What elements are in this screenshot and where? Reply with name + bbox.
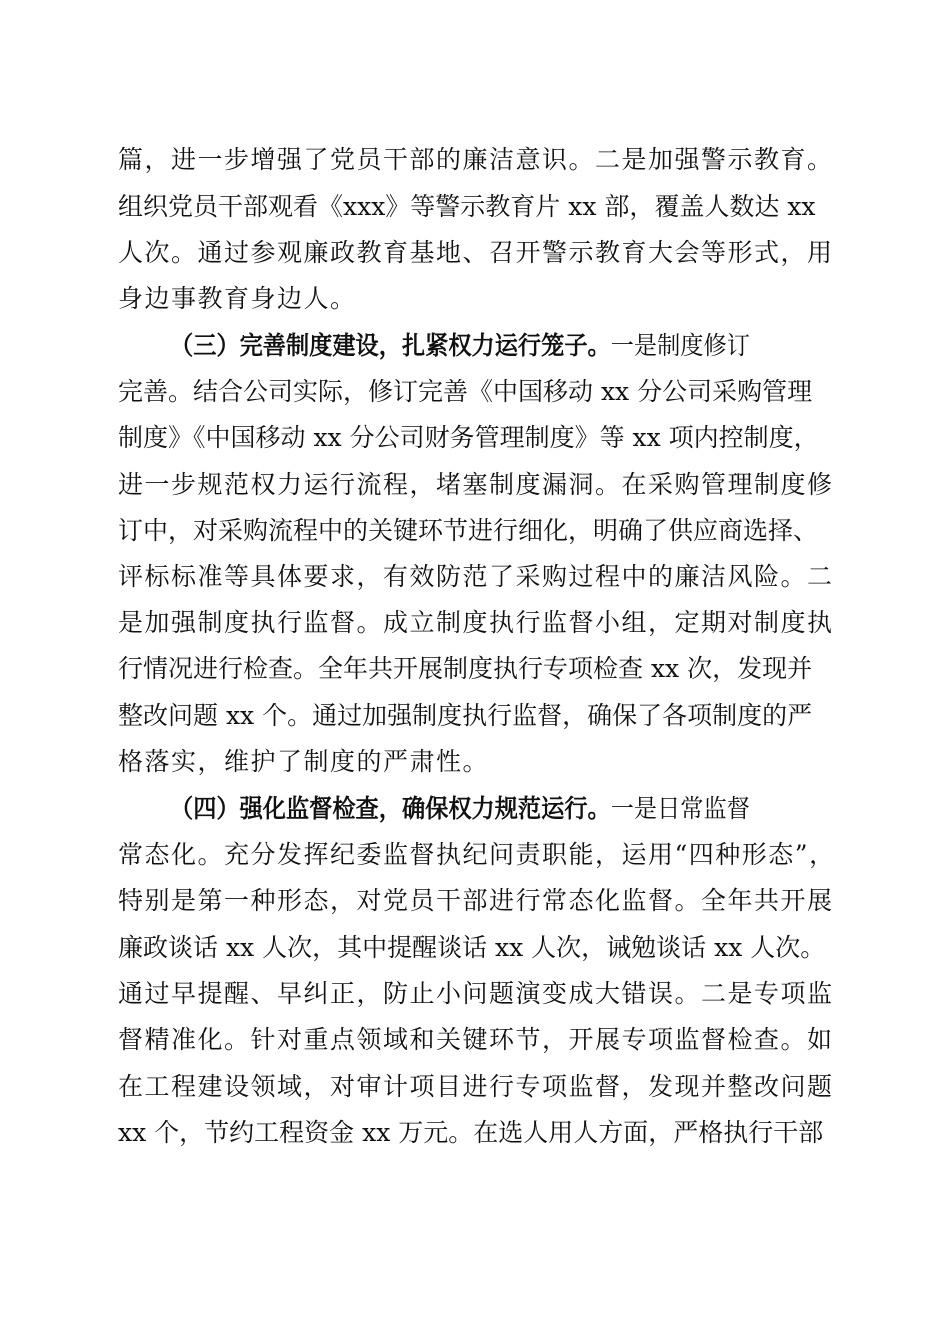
paragraph-first-line	[170, 786, 838, 832]
text-line: 组织党员干部观看《xxx》等警示教育片 xx 部，覆盖人数达 xx	[118, 192, 816, 221]
text-line: 常态化。充分发挥纪委监督执纪问责职能，运用“四种形态”，	[118, 840, 836, 869]
paragraph-first-line	[170, 323, 838, 369]
text-run: 一是日常监督	[610, 794, 750, 823]
text-line: 人次。通过参观廉政教育基地、召开警示教育大会等形式，用	[118, 238, 834, 267]
text-line: 在工程建设领域，对审计项目进行专项监督，发现并整改问题	[118, 1072, 834, 1101]
text-line: 评标标准等具体要求，有效防范了采购过程中的廉洁风险。二	[118, 562, 834, 591]
text-line: 身边事教育身边人。	[118, 284, 357, 313]
text-line: 行情况进行检查。全年共开展制度执行专项检查 xx 次，发现并	[118, 654, 813, 683]
text-line: xx 个，节约工程资金 xx 万元。在选人用人方面，严格执行干部	[118, 1118, 824, 1147]
text-line: 督精准化。针对重点领域和关键环节，开展专项监督检查。如	[118, 1025, 834, 1054]
text-line: 制度》《中国移动 xx 分公司财务管理制度》等 xx 项内控制度，	[118, 423, 819, 452]
text-line: 是加强制度执行监督。成立制度执行监督小组，定期对制度执	[118, 608, 834, 637]
text-line: 格落实，维护了制度的严肃性。	[118, 747, 490, 776]
text-run: 一是制度修订	[610, 331, 750, 360]
text-line: 特别是第一种形态，对党员干部进行常态化监督。全年共开展	[118, 886, 834, 915]
text-line: 完善。结合公司实际，修订完善《中国移动 xx 分公司采购管理	[118, 377, 813, 406]
text-line: 整改问题 xx 个。通过加强制度执行监督，确保了各项制度的严	[118, 701, 813, 730]
section-heading-3: （三）完善制度建设，扎紧权力运行笼子。	[170, 331, 611, 360]
text-line: 篇，进一步增强了党员干部的廉洁意识。二是加强警示教育。	[118, 145, 834, 174]
section-heading-4: （四）强化监督检查，确保权力规范运行。	[170, 794, 611, 823]
text-line: 订中，对采购流程中的关键环节进行细化，明确了供应商选择、	[118, 516, 819, 545]
text-line: 进一步规范权力运行流程，堵塞制度漏洞。在采购管理制度修	[118, 470, 834, 499]
text-line: 廉政谈话 xx 人次，其中提醒谈话 xx 人次，诫勉谈话 xx 人次。	[118, 933, 826, 962]
text-line: 通过早提醒、早纠正，防止小问题演变成大错误。二是专项监	[118, 979, 834, 1008]
